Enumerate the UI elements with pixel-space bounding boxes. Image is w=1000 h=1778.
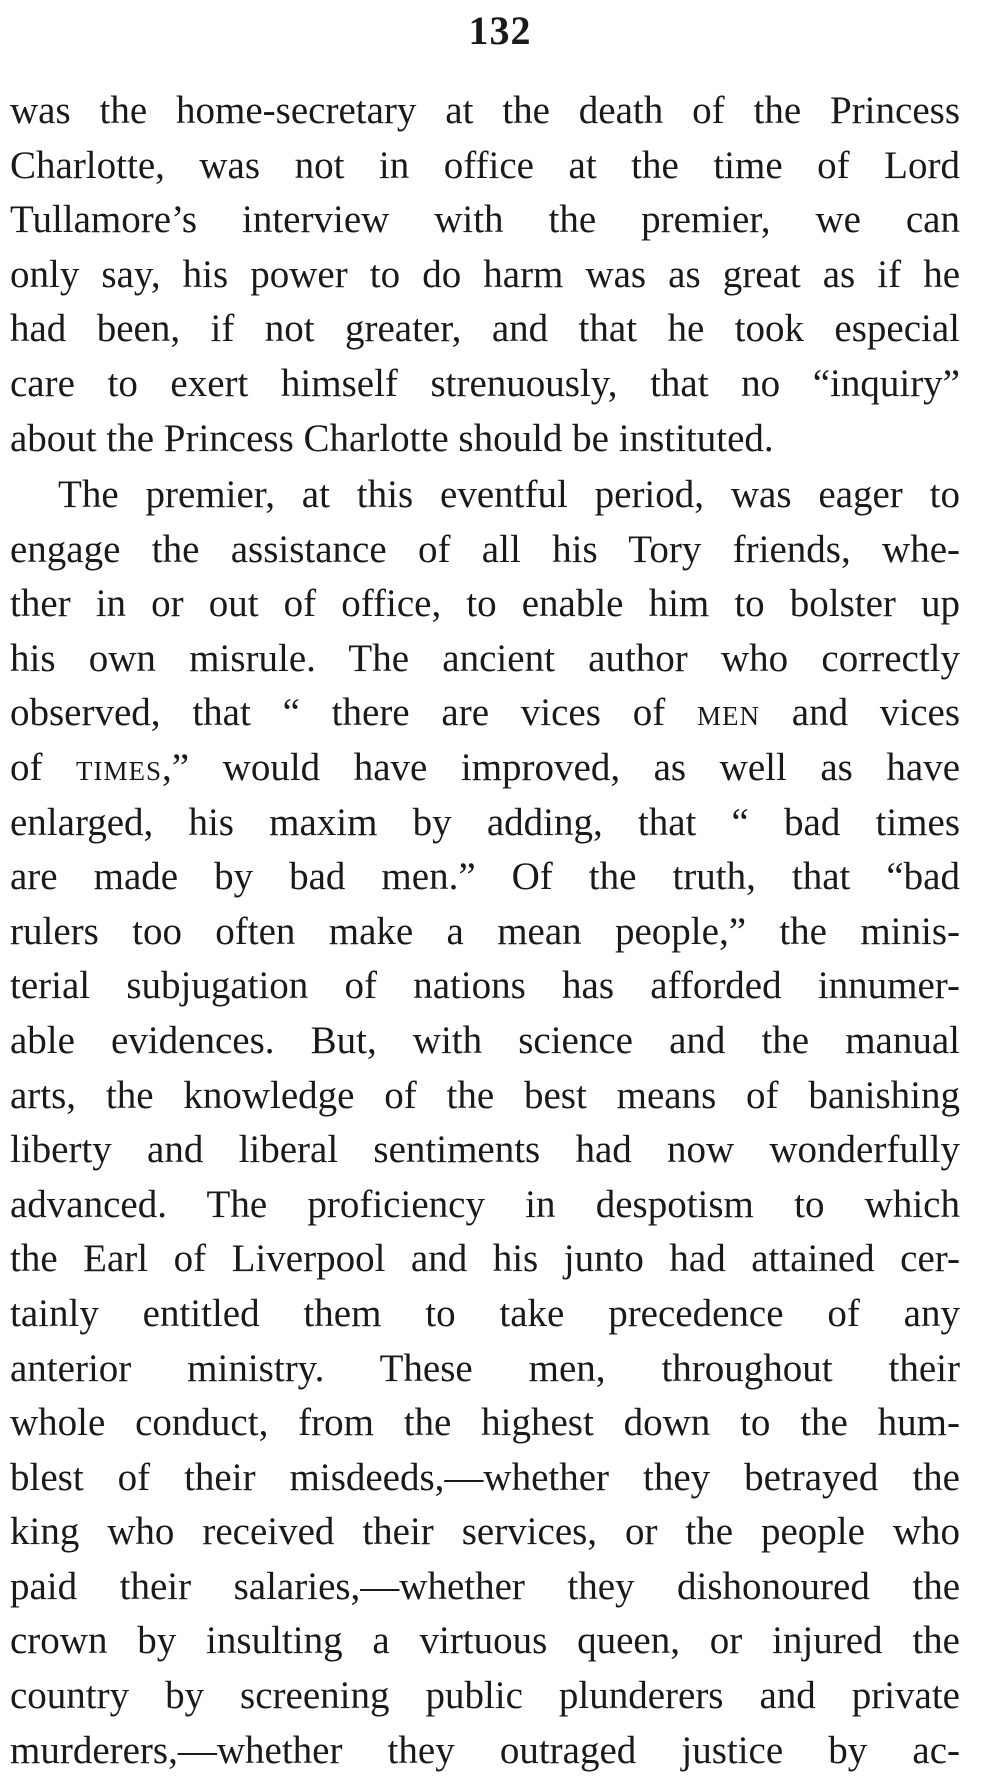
text-line: arts, the knowledge of the best means of banishing — [10, 1073, 960, 1117]
text-line: liberty and liberal sentiments had now wonderfully — [10, 1128, 960, 1172]
text-segment: ,” would have improved, as well as have — [162, 745, 960, 789]
text-line — [10, 741, 960, 796]
text-line: his own misrule. The ancient author who correctly — [10, 636, 960, 680]
text-line: the Earl of Liverpool and his junto had attained cer- — [10, 1237, 960, 1281]
text-line: crown by insulting a virtuous queen, or injured the — [10, 1619, 960, 1663]
text-line: paid their salaries,—whether they dishonoured the — [10, 1564, 960, 1608]
text-segment: and vices — [759, 691, 960, 735]
text-segment: observed, that “ there are vices of — [10, 691, 697, 735]
text-line: only say, his power to do harm was as great as if he — [10, 252, 960, 296]
text-line: blest of their misdeeds,—whether they betrayed the — [10, 1455, 960, 1499]
paragraph-1 — [10, 84, 960, 466]
text-line: engage the assistance of all his Tory friends, whe- — [10, 527, 960, 571]
small-caps-word: men — [696, 691, 760, 735]
text-line: Tullamore’s interview with the premier, we can — [10, 198, 960, 242]
text-line: care to exert himself strenuously, that no “inquiry” — [10, 361, 960, 405]
text-line: rulers too often make a mean people,” the minis- — [10, 909, 960, 953]
text-line: had been, if not greater, and that he took especial — [10, 307, 960, 351]
text-line — [10, 686, 960, 741]
text-line: was the home-secretary at the death of the Princess — [10, 89, 960, 132]
text-line: advanced. The proficiency in despotism to which — [10, 1182, 960, 1226]
text-line: enlarged, his maxim by adding, that “ bad times — [10, 800, 960, 844]
text-line: Charlotte, was not in office at the time of Lord — [10, 143, 960, 187]
page-number: 132 — [468, 8, 532, 53]
text-line: king who received their services, or the people who — [10, 1510, 960, 1554]
text-line: about the Princess Charlotte should be instituted. — [10, 416, 774, 460]
text-line: are made by bad men.” Of the truth, that “bad — [10, 855, 960, 899]
text-line: murderers,—whether they outraged justice by ac- — [10, 1728, 960, 1772]
text-line: anterior ministry. These men, throughout their — [10, 1346, 960, 1390]
text-line: The premier, at this eventful period, was eager to — [58, 473, 960, 516]
text-line: whole conduct, from the highest down to the hum- — [10, 1401, 960, 1445]
text-line: tainly entitled them to take precedence of any — [10, 1291, 960, 1335]
text-line: terial subjugation of nations has afforded innumer- — [10, 964, 960, 1008]
text-line: able evidences. But, with science and the manual — [10, 1018, 960, 1062]
paragraph-2 — [10, 468, 960, 1778]
small-caps-word: times — [76, 745, 163, 789]
text-line: ther in or out of office, to enable him to bolster up — [10, 582, 960, 626]
text-line: country by screening public plunderers and private — [10, 1674, 960, 1718]
text-segment: of — [10, 745, 77, 789]
